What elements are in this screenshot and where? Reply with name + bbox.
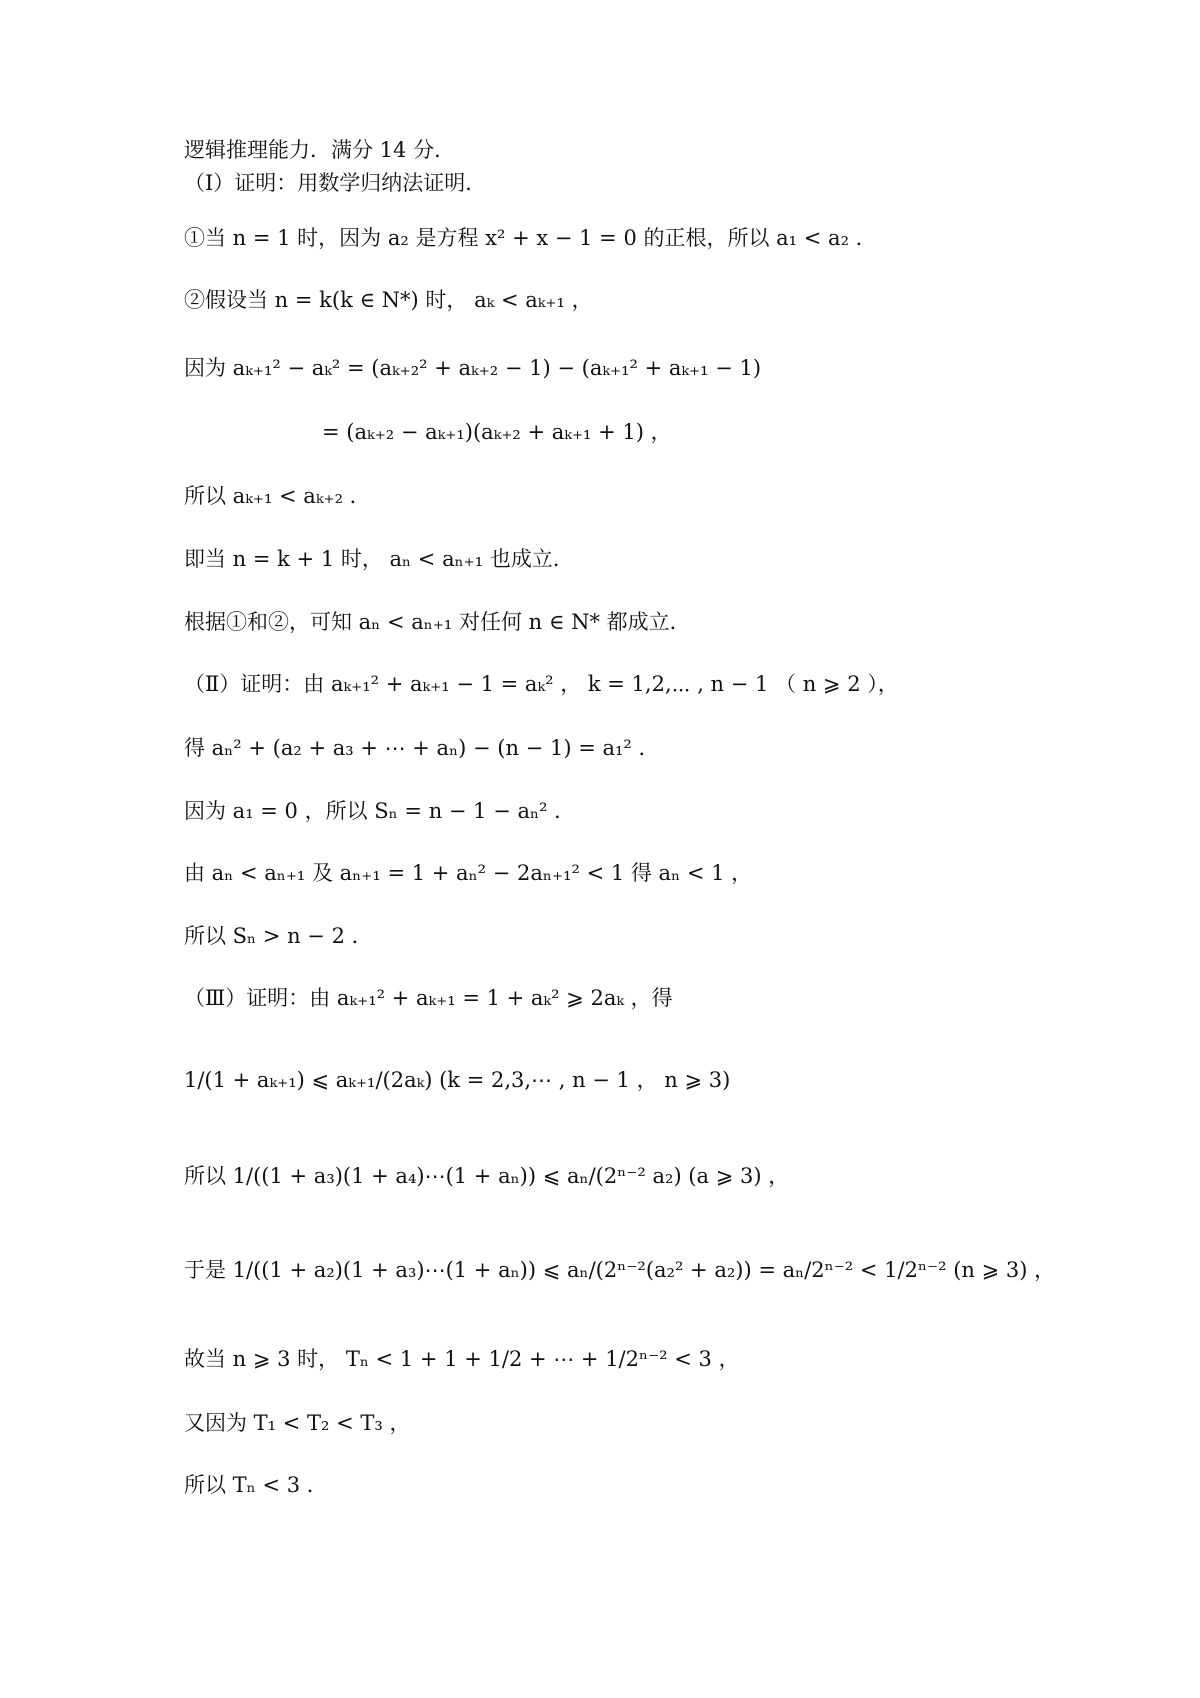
equation-line-sum: 得 aₙ² + (a₂ + a₃ + ⋯ + aₙ) − (n − 1) = a₁² ． [184, 736, 660, 760]
text-line-hypothesis: ②假设当 n = k(k ∈ N*) 时， aₖ < aₖ₊₁ ， [184, 288, 593, 312]
text-line-intro: 逻辑推理能力．满分 14 分． [184, 138, 456, 162]
equation-line-fraction-bound: 1/(1 + aₖ₊₁) ⩽ aₖ₊₁/(2aₖ) (k = 2,3,⋯ , n − 1 ， n ⩾ 3) [184, 1068, 731, 1092]
text-line-induction-holds: 即当 n = k + 1 时， aₙ < aₙ₊₁ 也成立． [184, 547, 574, 571]
equation-line-difference: 因为 aₖ₊₁² − aₖ² = (aₖ₊₂² + aₖ₊₂ − 1) − (aₖ₊₁² + aₖ₊₁ − 1) [184, 356, 762, 380]
text-line-part2-conclusion: 所以 Sₙ > n − 2 ． [184, 924, 373, 948]
heading-part-2: （Ⅱ）证明：由 aₖ₊₁² + aₖ₊₁ − 1 = aₖ² ， k = 1,2,⋯ , n − 1 （ n ⩾ 2 ）， [184, 672, 899, 696]
equation-line-factored: = (aₖ₊₂ − aₖ₊₁)(aₖ₊₂ + aₖ₊₁ + 1) ， [322, 420, 672, 444]
text-line-sn-formula: 因为 a₁ = 0 ，所以 Sₙ = n − 1 − aₙ² ． [184, 799, 576, 823]
text-line-part1-conclusion: 根据①和②，可知 aₙ < aₙ₊₁ 对任何 n ∈ N* 都成立． [184, 610, 691, 634]
heading-part-3: （Ⅲ）证明：由 aₖ₊₁² + aₖ₊₁ = 1 + aₖ² ⩾ 2aₖ ，得 [184, 986, 673, 1010]
heading-part-1: （Ⅰ）证明：用数学归纳法证明． [184, 171, 487, 195]
equation-line-product-bound: 所以 1/((1 + a₃)(1 + a₄)⋯(1 + aₙ)) ⩽ aₙ/(2ⁿ⁻² a₂) (a ⩾ 3) ， [184, 1164, 790, 1188]
equation-line-product-bound-2: 于是 1/((1 + a₂)(1 + a₃)⋯(1 + aₙ)) ⩽ aₙ/(2ⁿ⁻²(a₂² + a₂)) = aₙ/2ⁿ⁻² < 1/2ⁿ⁻² (n ⩾ 3) ， [184, 1258, 1056, 1282]
equation-line-tn-bound: 故当 n ⩾ 3 时， Tₙ < 1 + 1 + 1/2 + ⋯ + 1/2ⁿ⁻² < 3 ， [184, 1347, 740, 1371]
text-line-an-bound: 由 aₙ < aₙ₊₁ 及 aₙ₊₁ = 1 + aₙ² − 2aₙ₊₁² < 1 得 aₙ < 1 ， [184, 861, 753, 885]
text-line-final-conclusion: 所以 Tₙ < 3 ． [184, 1473, 328, 1497]
text-line-t123: 又因为 T₁ < T₂ < T₃ ， [184, 1411, 411, 1435]
text-line-base-case: ①当 n = 1 时，因为 a₂ 是方程 x² + x − 1 = 0 的正根，所以 a₁ < a₂ ． [184, 226, 877, 250]
text-line-conclusion-step: 所以 aₖ₊₁ < aₖ₊₂ ． [184, 484, 371, 508]
